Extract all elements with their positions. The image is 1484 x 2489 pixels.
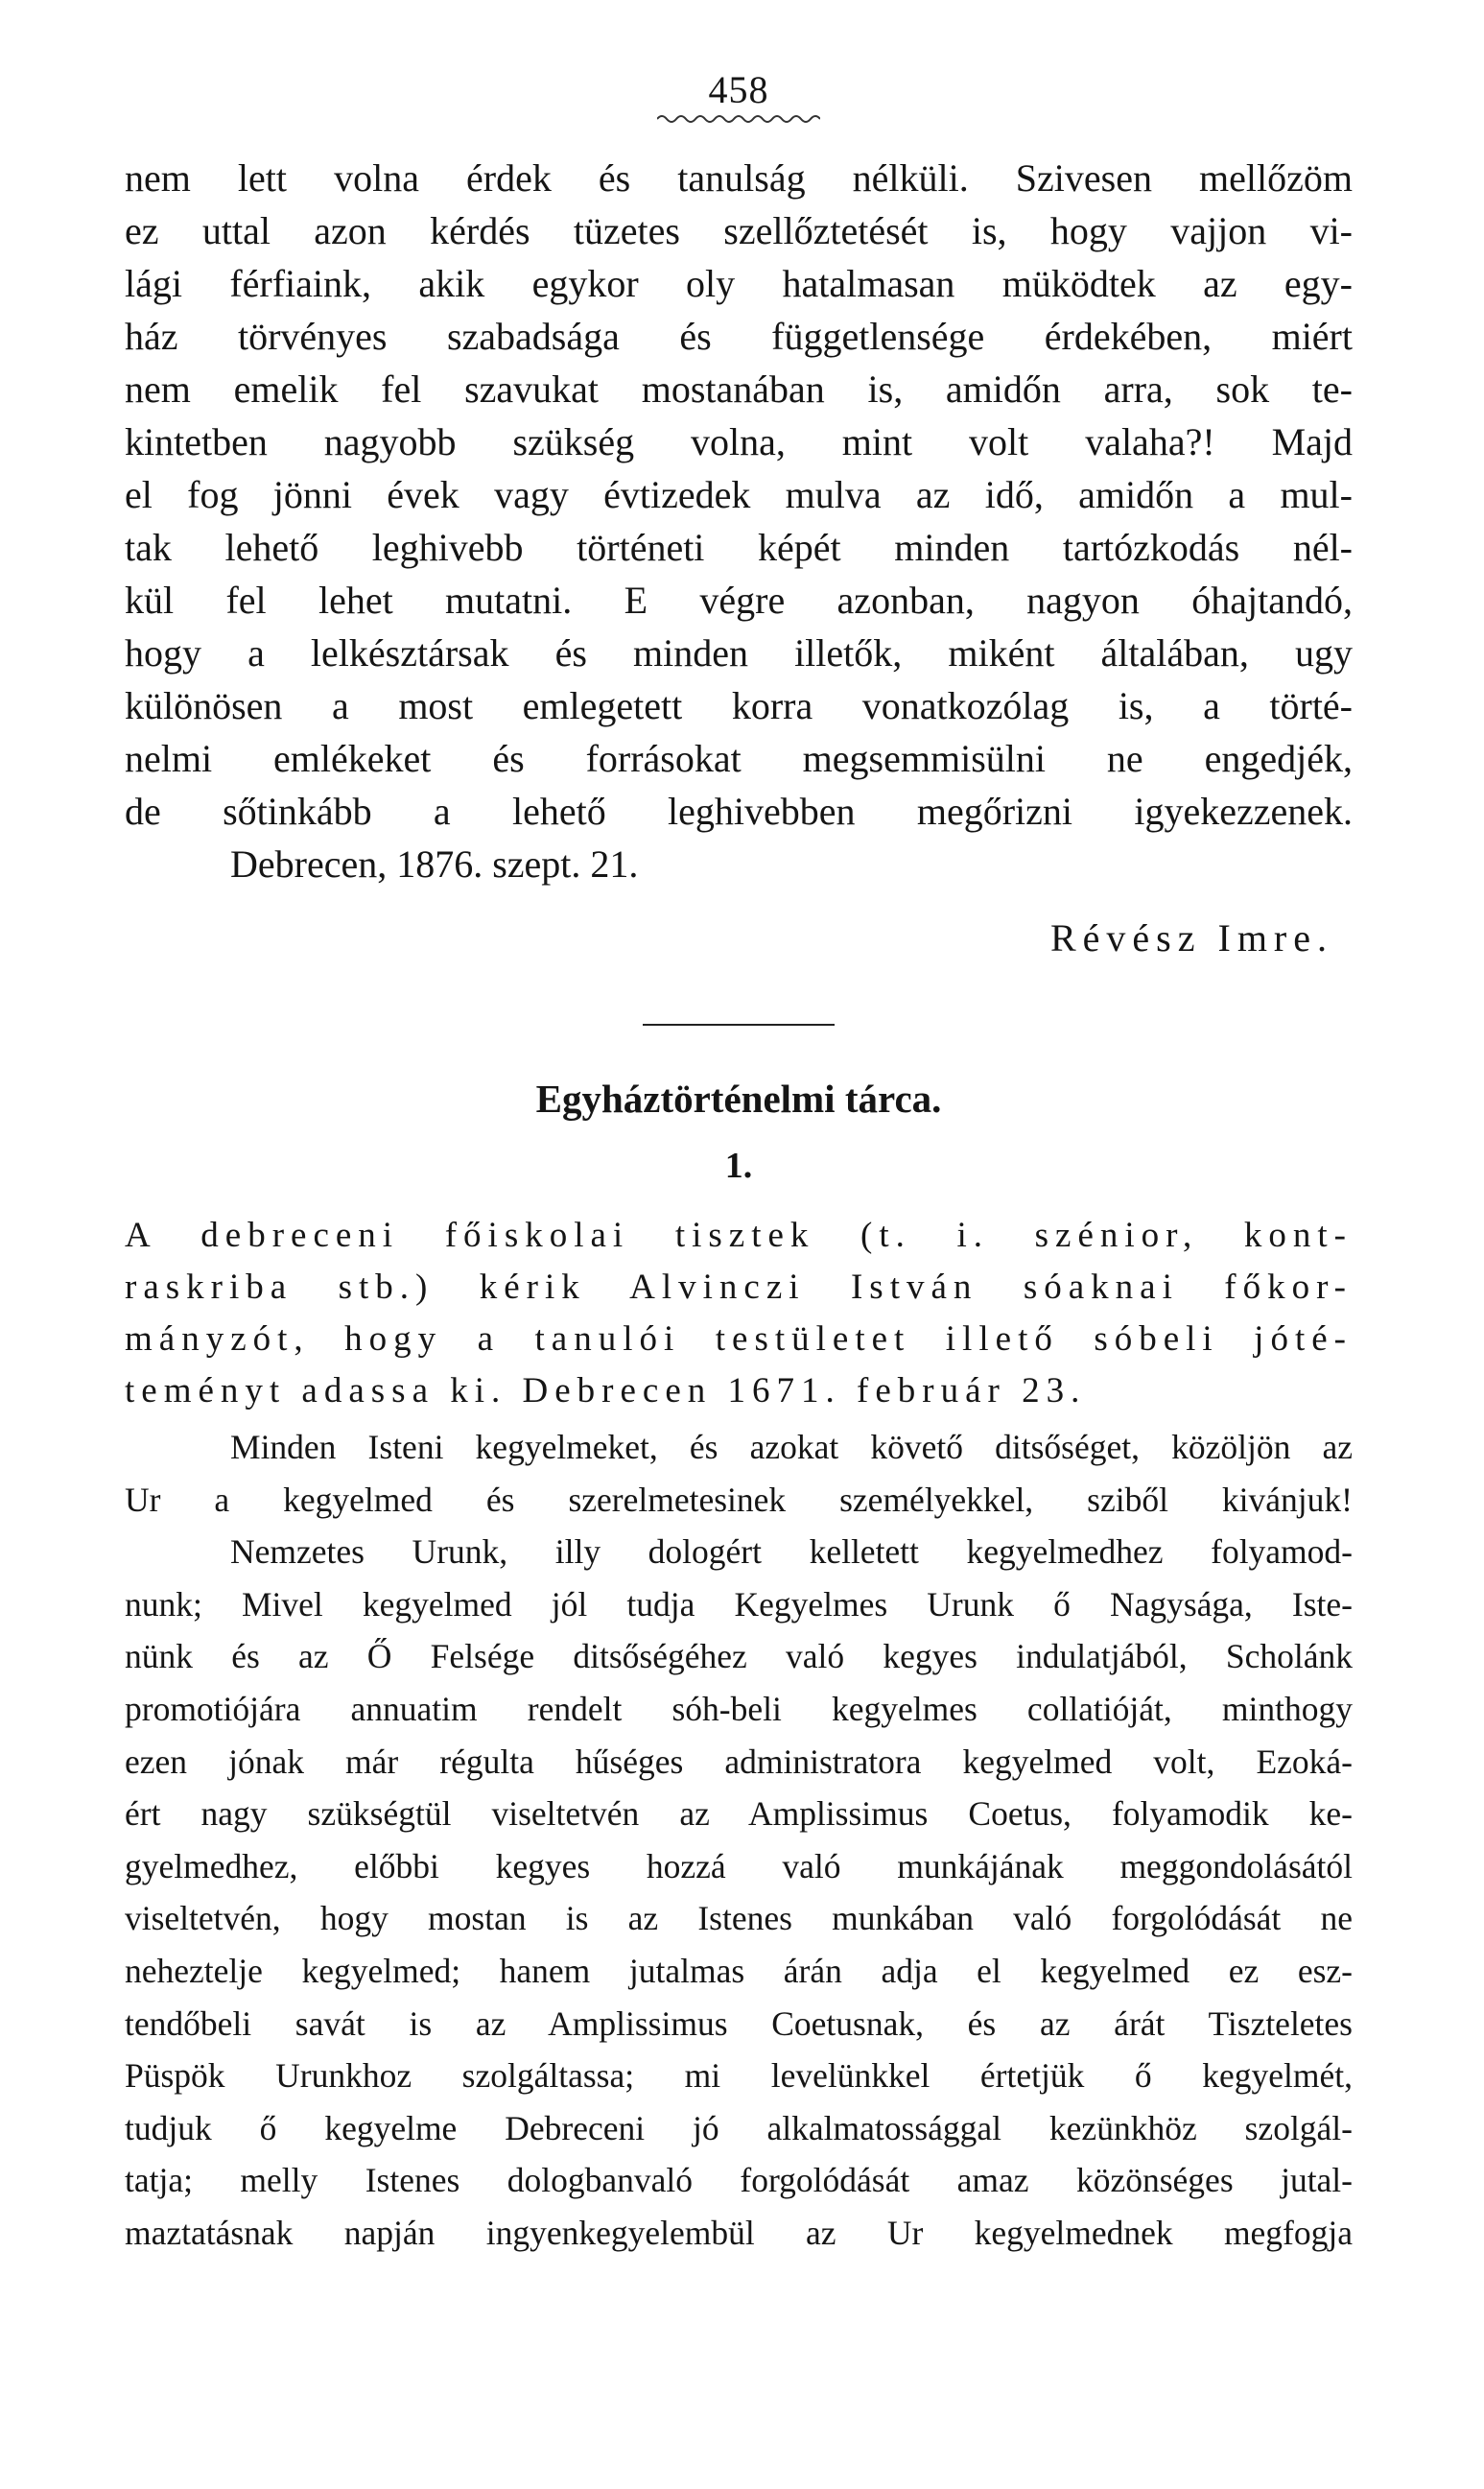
letter-line: nünk és az Ő Felsége ditsőségéhez való kegyes indulatjából, Scholánk <box>125 1637 1353 1676</box>
letter-line: nunk; Mivel kegyelmed jól tudja Kegyelmes Urunk ő Nagysága, Iste- <box>125 1584 1353 1624</box>
text-line: ez uttal azon kérdés tüzetes szellőztetését is, hogy vajjon vi- <box>125 209 1353 252</box>
heading-line: mányzót, hogy a tanulói testületet illető sóbeli jóté- <box>125 1319 1353 1359</box>
text-line: el fog jönni évek vagy évtizedek mulva az idő, amidőn a mul- <box>125 473 1353 516</box>
text-line: kül fel lehet mutatni. E végre azonban, nagyon óhajtandó, <box>125 579 1353 622</box>
letter-line: ért nagy szükségtül viseltetvén az Amplissimus Coetus, folyamodik ke- <box>125 1794 1353 1834</box>
text-line: nem emelik fel szavukat mostanában is, amidőn arra, sok te- <box>125 367 1353 411</box>
letter-line: promotiójára annuatim rendelt sóh-beli kegyelmes collatióját, minthogy <box>125 1689 1353 1728</box>
letter-line: Minden Isteni kegyelmeket, és azokat követő ditsőséget, közöljön az <box>230 1428 1353 1466</box>
text-line: kintetben nagyobb szükség volna, mint volt valaha?! Majd <box>125 420 1353 463</box>
section-number: 1. <box>724 1146 753 1186</box>
heading-line: A debreceni főiskolai tisztek (t. i. szénior, kont- <box>125 1216 1353 1255</box>
letter-line: ezen jónak már régulta hűséges administratora kegyelmed volt, Ezoká- <box>125 1742 1353 1781</box>
text-line: tak lehető leghivebb történeti képét minden tartózkodás nél- <box>125 526 1353 569</box>
document-heading <box>125 1210 1353 1417</box>
text-line: nem lett volna érdek és tanulság nélküli. Szivesen mellőzöm <box>125 156 1353 200</box>
page-number: 458 <box>708 68 769 111</box>
heading-line: raskriba stb.) kérik Alvinczi István sóaknai főkor- <box>125 1268 1353 1307</box>
text-line: hogy a lelkésztársak és minden illetők, miként általában, ugy <box>125 631 1353 675</box>
intro-paragraph <box>125 152 1353 838</box>
letter-line: neheztelje kegyelmed; hanem jutalmas árán adja el kegyelmed ez esz- <box>125 1951 1353 1990</box>
letter-line: Ur a kegyelmed és szerelmetesinek személyekkel, sziből kivánjuk! <box>125 1480 1353 1519</box>
letter-text <box>125 1421 1353 2260</box>
letter-line: Püspök Urunkhoz szolgáltassa; mi levelünkkel értetjük ő kegyelmét, <box>125 2056 1353 2096</box>
letter-line: maztatásnak napján ingyenkegyelembül az Ur kegyelmednek megfogja <box>125 2213 1353 2252</box>
letter-line: tatja; melly Istenes dologbanvaló forgolódását amaz közönséges jutal- <box>125 2161 1353 2200</box>
section-title: Egyháztörténelmi tárca. <box>535 1077 942 1121</box>
wavy-rule-ornament <box>657 113 820 125</box>
text-line: de sőtinkább a lehető leghivebben megőrizni igyekezzenek. <box>125 790 1353 833</box>
dateline: Debrecen, 1876. szept. 21. <box>230 842 639 886</box>
heading-line: teményt adassa ki. Debrecen 1671. február 23. <box>125 1371 1087 1410</box>
text-line: nelmi emlékeket és forrásokat megsemmisülni ne engedjék, <box>125 737 1353 780</box>
text-line: különösen a most emlegetett korra vonatkozólag is, a törté- <box>125 684 1353 727</box>
author-signature: Révész Imre. <box>1049 916 1333 960</box>
letter-line: viseltetvén, hogy mostan is az Istenes munkában való forgolódását ne <box>125 1899 1353 1938</box>
letter-line: tudjuk ő kegyelme Debreceni jó alkalmatossággal kezünkhöz szolgál- <box>125 2108 1353 2147</box>
section-divider <box>643 1024 835 1026</box>
letter-line: Nemzetes Urunk, illy dologért kelletett kegyelmedhez folyamod- <box>230 1532 1353 1572</box>
text-line: ház törvényes szabadsága és függetlensége érdekében, miért <box>125 315 1353 358</box>
book-page <box>125 67 1353 2260</box>
letter-line: gyelmedhez, előbbi kegyes hozzá való munkájának meggondolásától <box>125 1846 1353 1885</box>
text-line: lági férfiaink, akik egykor oly hatalmasan müködtek az egy- <box>125 262 1353 305</box>
letter-line: tendőbeli savát is az Amplissimus Coetusnak, és az árát Tiszteletes <box>125 2003 1353 2043</box>
